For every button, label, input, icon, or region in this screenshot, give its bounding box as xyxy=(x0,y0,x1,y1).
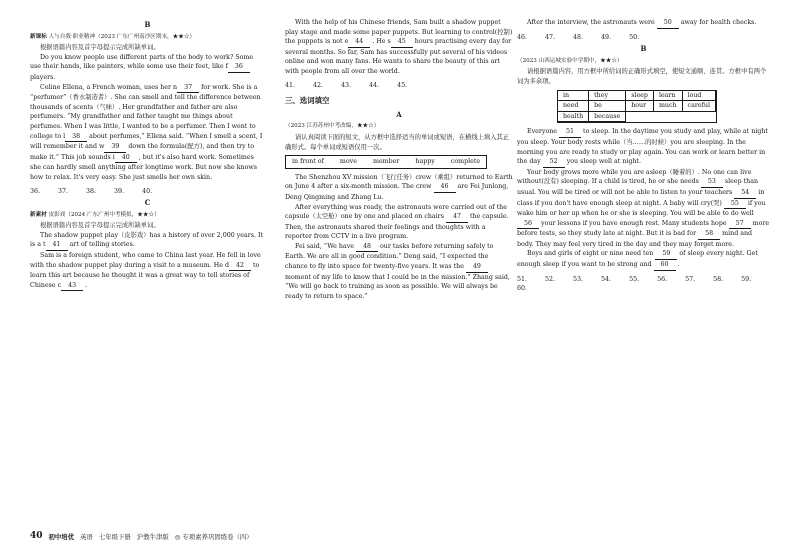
answer-39: 39 xyxy=(104,142,126,153)
answer-59: 59 xyxy=(655,249,677,260)
word-option: move xyxy=(339,158,357,166)
answer-blanks-41-45 xyxy=(285,81,513,91)
section-a-instruction: 请认真阅读下面的短文，从方框中选择适当的单词或短语，在横线上填入其正确形式。每个单词或短语仅用一次。 xyxy=(285,133,510,151)
section-c-letter: C xyxy=(144,198,151,208)
part-three-heading: 三、选词填空 xyxy=(285,96,330,106)
blank-item: 60. xyxy=(517,285,528,293)
word-option: in xyxy=(558,91,589,102)
blank-item: 57. xyxy=(685,275,696,283)
answer-38: 38 xyxy=(65,132,87,143)
word-option: hour xyxy=(626,101,654,112)
blank-item: 47. xyxy=(545,33,556,41)
answer-40: 40 xyxy=(115,153,137,164)
section-a-paragraph-4: After the interview, the astronauts were 50 away for health checks. xyxy=(517,18,770,29)
section-b-letter: B xyxy=(144,20,151,29)
answer-46: 46 xyxy=(434,182,456,193)
blank-item: 38. xyxy=(86,187,97,195)
section-b-paragraph-2: Celine Ellena, a French woman, uses her n 37 for work. She is a “perfumer”（香水制造者）. She can smell and tell the difference between thousands of scents（气味）. Her grandfather and father are also perfumers. “My grandfather and father taught me things about perfumes. When I was little, I wanted to be a perfumer. Then I went to college to l 38 about perfumes,” Ellena said. “When I smell a scent, I will remember it and w 39 down the formula(配方), and then try to make it.” This job sounds i 40 , but it's also hard work. Sometimes she can hardly smell anything after longtime work. But now she knows how to relax. It's very easy. She just smells her own skin. xyxy=(30,83,263,181)
blank-item: 59. xyxy=(741,275,752,283)
answer-36: 36 xyxy=(228,62,250,73)
answer-60: 60 xyxy=(654,260,676,271)
blank-item: 58. xyxy=(713,275,724,283)
section-b-paragraph-1: Do you know people use different parts of the body to work? Some use their hands, like painters, while some use their feet, like f 36 players. xyxy=(30,53,254,81)
section-b-tag xyxy=(30,33,265,43)
answer-53: 53 xyxy=(701,177,723,188)
blank-item: 53. xyxy=(573,275,584,283)
section-b-instruction: 根据语篇内容及首字母提示完成所缺单词。 xyxy=(40,44,160,52)
section-c-paragraph-1: The shadow puppet play（皮影戏）has a history of over 2,000 years. It is a t 41 art of telling stories. xyxy=(30,231,265,251)
word-box-b xyxy=(557,90,717,124)
answer-41: 41 xyxy=(46,240,68,251)
word-option: health xyxy=(558,112,589,123)
section-c-badge: 新素材 xyxy=(30,211,47,218)
section-a-paragraph-3: Fei said, “We have 48 our tasks before returning safely to Earth. We are all in good condition.” Deng said, “I expected the chance to fly into space for twenty-five years. It was the 49 moment of my life to know that I could be in the mission.” Zhang said, “We will go back to training as soon as possible. We will always be ready to return to space.” xyxy=(285,242,510,300)
column-left xyxy=(30,18,265,291)
footer-edition: 沪教牛津版 xyxy=(136,532,169,541)
blank-item: 37. xyxy=(58,187,69,195)
answer-49: 49 xyxy=(466,262,488,273)
blank-item: 44. xyxy=(369,81,380,89)
section-c-tag xyxy=(30,211,265,221)
blank-item: 41. xyxy=(285,81,296,89)
section-b2-paragraph-2: Your body grows more while you are asleep（睡着的）. No one can live without(没有) sleeping. If a child is tired, he or she needs 53 sleep than usual. You will be tired or will not be able to listen to your teachers 54 in class if you don't have enough sleep at night. A baby will cry(哭) 55 if you wake him or her up when he or she is sleeping. You will be able to do well 56 your lessons if you have enough rest. Many students hope 57 more before tests, so they study late at night. But it is bad for 58 mind and body. They may feel very tired in the day and they may forget more. xyxy=(517,168,770,248)
blank-item: 39. xyxy=(114,187,125,195)
section-a-letter: A xyxy=(396,109,402,119)
answer-43: 43 xyxy=(61,281,83,292)
answer-44: 44 xyxy=(348,37,370,48)
section-b2-paragraph-1: Everyone 51 to sleep. In the daytime you study and play, while at night you sleep. Your body rests while（当……的时候）you are sleeping. In the morning you are ready to study or play again. You can work or learn better in the day 52 you sleep well at night. xyxy=(517,127,770,167)
word-option: happy xyxy=(415,158,435,166)
word-option: learn xyxy=(654,91,683,102)
word-option: need xyxy=(558,101,589,112)
section-a-tag: （2023 江苏苏州中考改编，★★☆） xyxy=(285,123,380,130)
section-c-source: 皮影戏（2024 广东广州中考模拟，★★☆） xyxy=(48,211,160,218)
blank-item: 36. xyxy=(30,187,41,195)
answer-48: 48 xyxy=(356,242,378,253)
section-c-paragraph-2: Sam is a foreign student, who came to China last year. He fell in love with the shadow puppet play during a visit to a museum. He d 42 to learn this art because he thought it was a great way to tell stories of Chinese c 43 . xyxy=(30,251,265,291)
answer-55: 55 xyxy=(724,199,746,210)
blank-item: 51. xyxy=(517,275,528,283)
blank-item: 48. xyxy=(573,33,584,41)
footer-grade: 七年级下册 xyxy=(98,532,131,541)
answer-54: 54 xyxy=(734,188,756,199)
answer-47: 47 xyxy=(446,212,468,223)
answer-blanks-51-60 xyxy=(517,275,770,294)
section-b2-instruction: 请根据语篇内容，用方框中所给词的正确形式填空，使短文通顺、连贯。方框中有两个词为多余项。 xyxy=(517,68,767,85)
answer-blanks-46-50 xyxy=(517,33,770,43)
page-number: 40 xyxy=(30,531,43,541)
page-footer xyxy=(30,531,253,541)
blank-item: 55. xyxy=(629,275,640,283)
blank-item: 49. xyxy=(601,33,612,41)
section-b-badge: 新课标 xyxy=(30,33,47,40)
footer-subject: 英语 xyxy=(80,532,93,541)
section-b2-tag: （2023 山西运城实验中学期中，★★☆） xyxy=(517,57,623,64)
word-option: complete xyxy=(450,158,481,166)
answer-51: 51 xyxy=(559,127,581,138)
section-b-source: 人与自我·职业精神（2023 广东广州南沙区期末，★★☆） xyxy=(48,33,196,40)
blank-item: 40. xyxy=(142,187,153,195)
footer-series: ◎ 专项素养巩固练卷（四） xyxy=(174,532,253,541)
word-option: because xyxy=(589,112,626,123)
section-a-paragraph-2: After everything was ready, the astronauts were carried out of the capsule（太空舱）one by one and placed on chairs 47 the capsule. Then, the astronauts shared their feelings and thoughts with a reporter from CCTV in a live program. xyxy=(285,203,509,241)
word-option: sleep xyxy=(626,91,654,102)
word-option: in front of xyxy=(292,158,324,166)
answer-52: 52 xyxy=(543,157,565,168)
word-box-a xyxy=(285,155,487,169)
section-c-paragraph-3: With the help of his Chinese friends, Sam built a shadow puppet play stage and made some paper puppets. But learning to control(控制) the puppets is not e 44 . He s 45 hours practising every day for several months. So far, Sam has successfully put several of his videos online and won many fans. He wants to share the beauty of this art with people from all over the world. xyxy=(285,19,513,75)
blank-item: 43. xyxy=(341,81,352,89)
blank-item: 54. xyxy=(601,275,612,283)
footer-brand: 初中培优 xyxy=(48,532,75,541)
blank-item: 50. xyxy=(629,33,640,41)
word-option: much xyxy=(654,101,683,112)
blank-item: 56. xyxy=(657,275,668,283)
column-middle xyxy=(285,18,513,301)
section-b2-letter: B xyxy=(640,44,647,54)
blank-item: 46. xyxy=(517,33,528,41)
word-option: loud xyxy=(683,91,716,102)
answer-45: 45 xyxy=(391,37,413,48)
answer-56: 56 xyxy=(517,219,539,230)
word-option: careful xyxy=(683,101,716,112)
section-a-paragraph-1: The Shenzhou XV mission（飞行任务）crew（乘组）returned to Earth on June 4 after a six-month mission. The crew 46 are Fei Junlong, Deng Qingming and Zhang Lu. xyxy=(285,173,513,201)
blank-item: 42. xyxy=(313,81,324,89)
section-c-instruction: 根据语篇内容及首字母提示完成所缺单词。 xyxy=(40,222,160,230)
word-option: be xyxy=(589,101,626,112)
answer-37: 37 xyxy=(177,83,199,94)
section-b2-paragraph-3: Boys and girls of eight or nine need ten 59 of sleep every night. Get enough sleep if you want to be strong and 60 . xyxy=(517,249,770,270)
word-option: member xyxy=(372,158,400,166)
column-right xyxy=(517,18,770,294)
answer-58: 58 xyxy=(698,229,720,240)
blank-item: 52. xyxy=(545,275,556,283)
answer-57: 57 xyxy=(729,219,751,230)
word-option: they xyxy=(589,91,626,102)
answer-50: 50 xyxy=(657,18,679,29)
answer-blanks-36-40 xyxy=(30,187,265,197)
blank-item: 45. xyxy=(397,81,408,89)
answer-42: 42 xyxy=(229,261,251,272)
